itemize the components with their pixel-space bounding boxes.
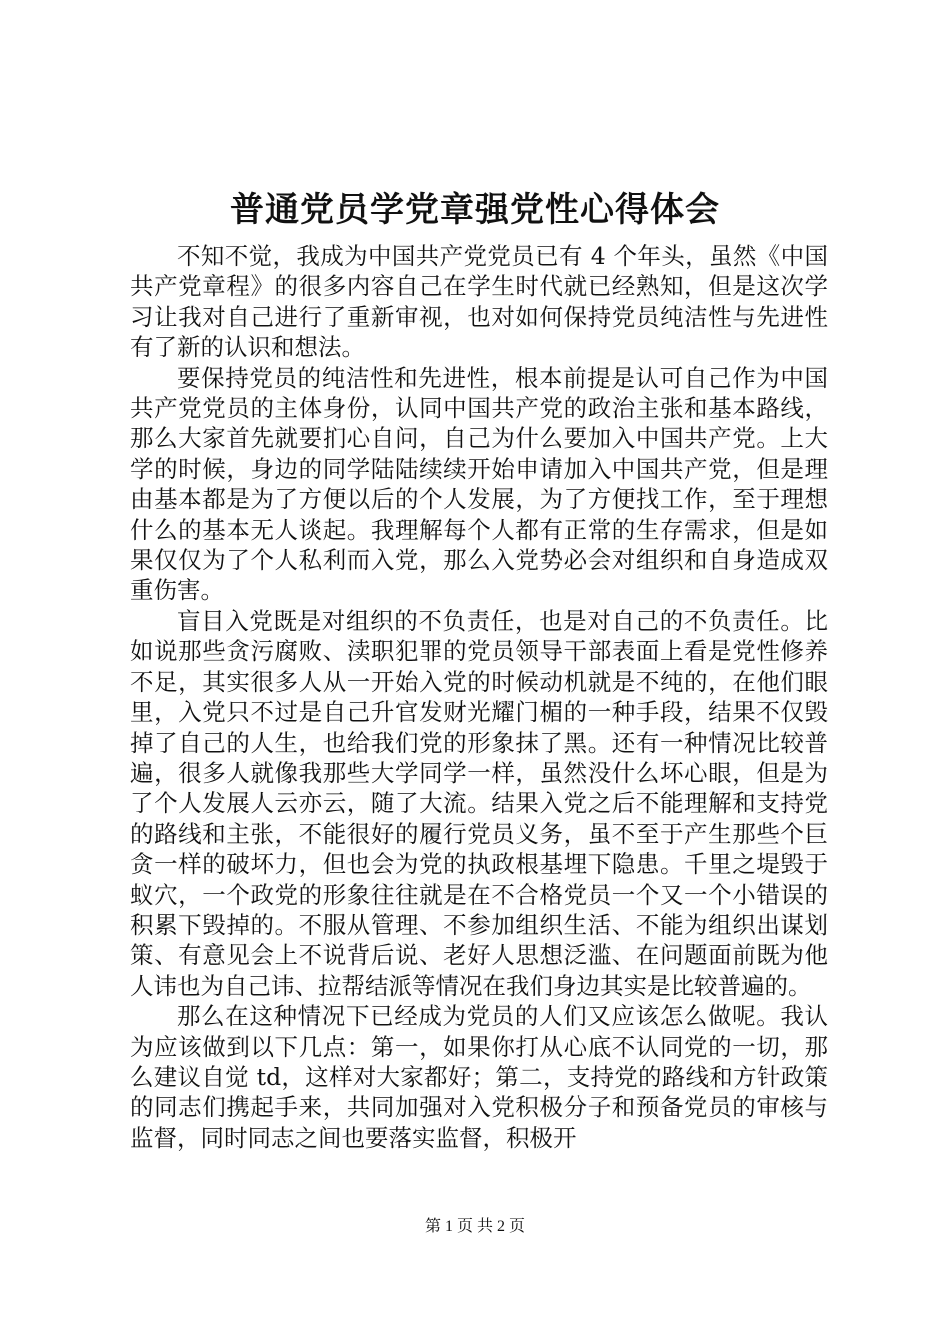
document-body	[130, 241, 828, 1153]
paragraph-2: 要保持党员的纯洁性和先进性，根本前提是认可自己作为中国共产党党员的主体身份，认同中国共产党的政治主张和基本路线，那么大家首先就要扪心自问，自己为什么要加入中国共产党。上大学的时候，身边的同学陆陆续续开始申请加入中国共产党，但是理由基本都是为了方便以后的个人发展，为了方便找工作，至于理想什么的基本无人谈起。我理解每个人都有正常的生存需求，但是如果仅仅为了个人私利而入党，那么入党势必会对组织和自身造成双重伤害。	[130, 363, 828, 605]
paragraph-3: 盲目入党既是对组织的不负责任，也是对自己的不负责任。比如说那些贪污腐败、渎职犯罪的党员领导干部表面上看是党性修养不足，其实很多人从一开始入党的时候动机就是不纯的，在他们眼里，入党只不过是自己升官发财光耀门楣的一种手段，结果不仅毁掉了自己的人生，也给我们党的形象抹了黑。还有一种情况比较普遍，很多人就像我那些大学同学一样，虽然没什么坏心眼，但是为了个人发展人云亦云，随了大流。结果入党之后不能理解和支持党的路线和主张，不能很好的履行党员义务，虽不至于产生那些个巨贪一样的破坏力，但也会为党的执政根基埋下隐患。千里之堤毁于蚁穴，一个政党的形象往往就是在不合格党员一个又一个小错误的积累下毁掉的。不服从管理、不参加组织生活、不能为组织出谋划策、有意见会上不说背后说、老好人思想泛滥、在问题面前既为他人讳也为自己讳、拉帮结派等情况在我们身边其实是比较普遍的。	[130, 606, 828, 1000]
paragraph-1: 不知不觉，我成为中国共产党党员已有 4 个年头，虽然《中国共产党章程》的很多内容自己在学生时代就已经熟知，但是这次学习让我对自己进行了重新审视，也对如何保持党员纯洁性与先进性有了新的认识和想法。	[130, 242, 828, 362]
page-number-footer: 第 1 页 共 2 页	[424, 1218, 525, 1235]
paragraph-4: 那么在这种情况下已经成为党员的人们又应该怎么做呢。我认为应该做到以下几点：第一，如果你打从心底不认同党的一切，那么建议自觉 td，这样对大家都好；第二，支持党的路线和方针政策的同志们携起手来，共同加强对入党积极分子和预备党员的审核与监督，同时同志之间也要落实监督，积极开	[130, 1002, 828, 1152]
document-title: 普通党员学党章强党性心得体会	[230, 190, 720, 230]
